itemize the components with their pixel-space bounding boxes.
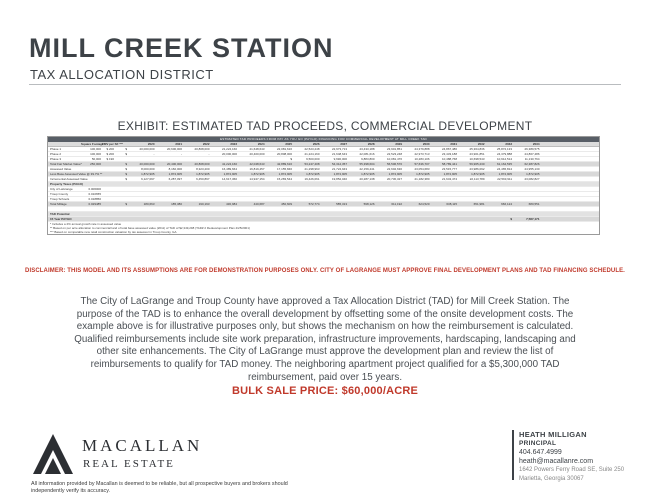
table-cell: 1,872,905: [278, 172, 292, 176]
table-cell: 57,636,707: [414, 162, 430, 166]
exhibit-title: EXHIBIT: ESTIMATED TAD PROCEEDS, COMMERCIAL DEVELOPMENT: [117, 119, 533, 133]
table-cell: 53,247,408: [304, 162, 320, 166]
table-cell: $: [125, 167, 127, 171]
table-cell: 22,593,911: [497, 177, 512, 181]
column-header: 2025: [285, 142, 292, 146]
table-cell: [211, 217, 239, 221]
table-cell: 8,000,000: [141, 167, 155, 171]
table-cell: 21,643,474: [441, 177, 457, 181]
table-cell: Total Millage: [50, 202, 67, 206]
column-header: 2034: [532, 142, 540, 146]
table-cell: 56,506,576: [386, 162, 402, 166]
table-cell: 23,901,851: [469, 152, 485, 156]
table-cell: -: [181, 152, 182, 156]
page-subtitle: TAX ALLOCATION DISTRICT: [30, 67, 214, 82]
table-cell: 24,867,486: [524, 152, 540, 156]
tad-table: [47, 136, 600, 235]
table-cell: $: [125, 162, 127, 166]
table-cell: 8,160,000: [168, 167, 182, 171]
table-cell: Phase 1: [50, 147, 62, 151]
table-cell: 25,364,836: [469, 147, 485, 151]
table-cell: 7,587,171: [526, 217, 540, 221]
table-cell: 20,600,000: [166, 147, 182, 151]
column-header: 2020: [147, 142, 155, 146]
table-cell: [48, 207, 81, 211]
table-cell: $ 200: [106, 147, 114, 151]
table-cell: 1,872,905: [361, 172, 375, 176]
table-cell: 624,520: [418, 202, 430, 206]
table-cell: [403, 217, 431, 221]
table-cell: 14,617,360: [221, 177, 237, 181]
contact-address-1: 1642 Powers Ferry Road SE, Suite 250: [519, 467, 625, 473]
table-cell: 9,690,000: [333, 157, 347, 161]
table-cell: 42,048,643: [249, 162, 265, 166]
table-cell: -: [153, 152, 155, 156]
table-cell: 1,872,905: [526, 172, 540, 176]
table-cell: [156, 157, 184, 161]
table-cell: [431, 217, 459, 221]
table-cell: Phase 2: [50, 152, 62, 156]
table-cell: 1,872,905: [306, 172, 320, 176]
bulk-sale-price: BULK SALE PRICE: $60,000/ACRE: [231, 385, 419, 397]
table-cell: City of LaGrange: [50, 187, 73, 191]
table-cell: 1,872,905: [471, 172, 485, 176]
table-cell: 21,182,380: [414, 177, 430, 181]
table-cell: $ 190: [106, 157, 114, 161]
column-header: [115, 142, 128, 146]
contact-title: PRINCIPAL: [519, 440, 557, 447]
table-cell: 21,648,643: [249, 147, 265, 151]
table-cell: 0.010655: [88, 192, 101, 196]
table-cell: 9,500,000: [306, 157, 320, 161]
table-cell: 10,912,514: [496, 157, 512, 161]
table-footnote: *** Based on comparable new retail construction valuation by tax assessor in Troup County, GA: [50, 230, 177, 234]
table-cell: 58,789,441: [441, 162, 457, 166]
table-cell: 0.018850: [88, 197, 101, 201]
table-cell: 666,124: [501, 202, 512, 206]
table-cell: 10,081,476: [386, 157, 402, 161]
table-cell: [102, 202, 115, 206]
table-cell: $: [125, 172, 127, 176]
table-cell: 23,986,092: [469, 167, 485, 171]
column-header: 2027: [340, 142, 347, 146]
table-cell: 22,973,713: [331, 147, 347, 151]
legal-disclaimer: All information provided by Macallan is deemed to be reliable, but all prospective buyers and brokers should independently verify its accuracy.: [31, 481, 288, 494]
table-cell: 1,872,905: [168, 172, 182, 176]
table-cell: [102, 172, 115, 176]
table-cell: 20,808,000: [194, 147, 210, 151]
column-header: 2030: [422, 142, 430, 146]
table-cell: [238, 157, 266, 161]
table-cell: 1,872,905: [141, 172, 155, 176]
table-cell: [183, 157, 211, 161]
table-cell: 6,127,097: [141, 177, 155, 181]
table-cell: 23,515,777: [441, 167, 457, 171]
column-header: 2023: [230, 142, 237, 146]
table-cell: 1,872,905: [416, 172, 430, 176]
contact-name: HEATH MILLIGAN: [519, 430, 587, 439]
table-cell: [102, 167, 115, 171]
table-cell: [238, 217, 266, 221]
table-cell: 16,489,664: [221, 167, 237, 171]
table-cell: 20,400,000: [249, 152, 265, 156]
contact-email[interactable]: heath@macallanre.com: [519, 458, 594, 465]
table-cell: [128, 157, 156, 161]
table-cell: 190,193: [198, 202, 210, 206]
table-cell: 20,730,327: [386, 177, 402, 181]
table-cell: Property Taxes (PAGO): [50, 182, 83, 186]
disclaimer: DISCLAIMER: THIS MODEL AND ITS ASSUMPTIONS ARE FOR DEMONSTRATION PURPOSES ONLY. CITY OF LAGRANGE MUST APPROVE FINAL DEVELOPMENT PLANS AND TAD FINANCING SCHEDULE.: [25, 268, 625, 274]
table-cell: 22,523,248: [304, 147, 320, 151]
column-header: 2022: [202, 142, 210, 146]
column-header: 2032: [477, 142, 485, 146]
column-header: 2026: [312, 142, 320, 146]
table-cell: [156, 217, 184, 221]
contact-phone[interactable]: 404.647.4999: [519, 449, 562, 456]
table-cell: 6,287,097: [168, 177, 182, 181]
table-cell: 680,551: [528, 202, 540, 206]
table-cell: 19,426,061: [304, 177, 320, 181]
table-cell: [102, 162, 115, 166]
table-cell: 22,973,713: [414, 152, 430, 156]
table-cell: [81, 172, 102, 176]
table-cell: [183, 217, 211, 221]
table-cell: Troup Schools: [50, 197, 70, 201]
table-cell: 651,981: [473, 202, 485, 206]
column-header: Square Footage: [81, 142, 104, 146]
column-header: 2021: [175, 142, 182, 146]
table-cell: 24,955,130: [524, 167, 540, 171]
table-cell: $: [125, 177, 127, 181]
table-cell: 21,298,963: [304, 167, 320, 171]
table-cell: 59,965,230: [469, 162, 485, 166]
table-caption: ESTIMATED TAD PROCEEDS FROM PAY AS YOU GO (PAYGO) FINANCING FOR COMMERCIAL DEVELOPMENT AT MILL CREEK TAD: [48, 137, 599, 142]
table-cell: Less Base Assessed Value @ 39.7% **: [50, 172, 103, 176]
table-cell: -: [208, 152, 210, 156]
table-cell: 10,698,543: [469, 157, 485, 161]
table-cell: 585,313: [336, 202, 347, 206]
table-cell: 17,155,846: [276, 167, 292, 171]
table-cell: $: [125, 147, 127, 151]
table-cell: Phase 3: [50, 157, 62, 161]
table-cell: [321, 217, 349, 221]
table-cell: 24,379,888: [414, 147, 430, 151]
table-cell: 180,663: [143, 202, 155, 206]
column-header: FMV per SF ***: [102, 142, 123, 146]
column-header: 2028: [367, 142, 375, 146]
page-title: MILL CREEK STATION: [29, 33, 334, 63]
table-cell: $: [125, 152, 127, 156]
table-cell: 1,872,905: [443, 172, 457, 176]
table-cell: [81, 177, 102, 181]
table-cell: 440,687: [253, 202, 265, 206]
table-cell: 6,450,897: [196, 177, 210, 181]
table-cell: 23,433,188: [359, 147, 375, 151]
table-cell: 20,400,000: [166, 162, 182, 166]
table-footnote: ** Based on per acre allocation to commercial land of total base assessed value (2011) of TAD of $2,349,298 (TAD# 2 Redevelopment Plan 4/25/2001): [50, 226, 250, 230]
table-cell: 55,398,604: [359, 162, 375, 166]
table-cell: 1,872,905: [498, 172, 512, 176]
table-cell: [115, 157, 128, 161]
table-cell: 23,901,851: [386, 147, 402, 151]
table-cell: [81, 217, 102, 221]
contact-address-2: Marietta, Georgia 30067: [519, 476, 584, 482]
table-cell: Total Fair Market Value*: [50, 162, 82, 166]
table-cell: 598,126: [363, 202, 375, 206]
column-header: 2029: [395, 142, 402, 146]
table-cell: 1,872,905: [251, 172, 265, 176]
table-cell: 50,000: [91, 157, 101, 161]
table-cell: 20,000,000: [139, 162, 155, 166]
table-cell: 23,082,827: [524, 177, 540, 181]
table-cell: 430,984: [226, 202, 237, 206]
table-cell: 20,000,000: [139, 147, 155, 151]
table-cell: [376, 217, 404, 221]
table-cell: 15,283,544: [276, 177, 292, 181]
table-cell: [115, 217, 128, 221]
table-cell: 21,224,160: [304, 152, 320, 156]
table-cell: [102, 217, 115, 221]
table-cell: 22,081,616: [276, 147, 292, 151]
table-cell: 100,000: [90, 147, 101, 151]
table-cell: 54,312,357: [331, 162, 347, 166]
table-cell: 20,000,000: [221, 152, 237, 156]
table-cell: [102, 177, 115, 181]
logo-name: MACALLAN: [82, 436, 203, 455]
table-cell: 19,852,040: [331, 177, 347, 181]
table-cell: 572,774: [308, 202, 320, 206]
table-cell: 1,872,905: [333, 172, 347, 176]
table-cell: 61,164,535: [496, 162, 512, 166]
table-cell: 638,115: [446, 202, 457, 206]
table-cell: 100,000: [90, 152, 101, 156]
table-cell: 41,224,160: [221, 162, 237, 166]
header-divider: [29, 84, 621, 85]
table-cell: [211, 157, 239, 161]
table-cell: Troup County: [50, 192, 69, 196]
table-footnote: * Includes a 2% annual growth rate in assessed value: [50, 222, 122, 226]
table-cell: 450,609: [281, 202, 292, 206]
table-cell: 22,523,248: [386, 152, 402, 156]
table-cell: 185,380: [171, 202, 182, 206]
column-header: [48, 142, 81, 146]
table-cell: 21,224,160: [221, 147, 237, 151]
logo-subtitle: REAL ESTATE: [83, 458, 175, 470]
table-cell: 42,889,616: [276, 162, 292, 166]
table-cell: 20,808,000: [194, 162, 210, 166]
table-cell: 10,283,106: [414, 157, 430, 161]
table-cell: 23,433,188: [441, 152, 457, 156]
table-cell: 15 Year PAYGO: [50, 217, 72, 221]
table-cell: 8,323,200: [196, 167, 210, 171]
table-cell: [348, 217, 376, 221]
table-cell: 25,872,133: [496, 147, 512, 151]
contact-divider: [512, 430, 514, 480]
table-cell: 24,465,814: [496, 167, 512, 171]
description-paragraph: The City of LaGrange and Troup County have approved a Tax Allocation District (TAD) for Mill Creek Station. The purpose of the TAD is to enhance the overall development by offsetting some of the onsite development costs. The example above is for illustrative purposes only, but shows the mechanism on how the reimbursement is calculated. Qualified reimbursements include site work preparation, infrastructure improvements, hardscaping, landscaping and other site enhancements. The City of LaGrange must approve the development plan and review the list of reimbursements to qualify for TAD money. The neighboring apartment project qualified for a $5,300,000 TAD reimbursement, paid over 15 years.: [74, 296, 576, 383]
table-cell: 24,867,486: [441, 147, 457, 151]
table-cell: 24,379,888: [496, 152, 512, 156]
table-cell: [458, 217, 486, 221]
table-cell: 611,192: [391, 202, 402, 206]
contact-block: [519, 430, 624, 484]
macallan-logo-icon: [31, 432, 75, 476]
table-cell: Incremental Assessed Value: [50, 177, 88, 181]
table-cell: 0.006000: [88, 187, 101, 191]
table-cell: 20,287,138: [359, 177, 375, 181]
table-cell: 10,488,768: [441, 157, 457, 161]
table-cell: TAD Potential: [50, 212, 70, 216]
table-cell: 22,081,616: [359, 152, 375, 156]
table-cell: $: [125, 202, 127, 206]
table-cell: 250,000: [90, 162, 101, 166]
table-cell: [266, 217, 294, 221]
table-cell: [128, 217, 156, 221]
table-cell: [81, 167, 102, 171]
column-header: 2031: [450, 142, 457, 146]
table-cell: 1,872,905: [388, 172, 402, 176]
table-cell: 0.029485: [88, 202, 101, 206]
table-cell: 9,883,800: [361, 157, 375, 161]
table-cell: 11,130,764: [524, 157, 540, 161]
table-cell: $: [510, 217, 512, 221]
table-cell: 62,387,826: [524, 162, 540, 166]
column-header: 2024: [257, 142, 265, 146]
table-cell: $ 200: [106, 152, 114, 156]
table-cell: 23,054,683: [414, 167, 430, 171]
table-cell: $: [290, 157, 292, 161]
table-cell: 16,819,457: [249, 167, 265, 171]
table-cell: 22,159,441: [359, 167, 375, 171]
column-header: 2033: [505, 142, 512, 146]
table-cell: 20,808,000: [276, 152, 292, 156]
table-cell: 22,602,630: [386, 167, 402, 171]
table-cell: 1,872,905: [196, 172, 210, 176]
table-cell: [293, 217, 321, 221]
table-cell: 26,389,575: [524, 147, 540, 151]
table-cell: 21,648,643: [331, 152, 347, 156]
table-cell: 1,872,905: [223, 172, 237, 176]
table-cell: 21,724,943: [331, 167, 347, 171]
table-cell: Assessed Value: [50, 167, 72, 171]
table-cell: 14,947,154: [249, 177, 265, 181]
table-cell: 22,113,789: [469, 177, 485, 181]
